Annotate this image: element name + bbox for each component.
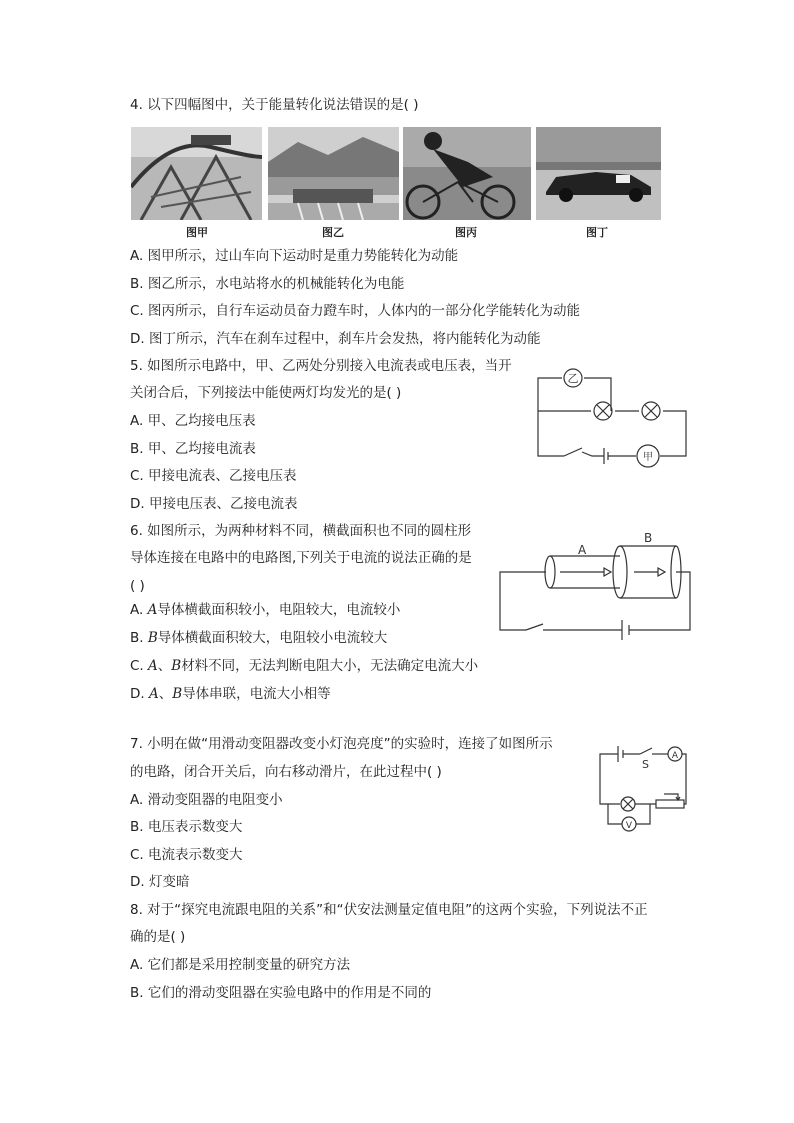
- q7-option-d[interactable]: D. 灯变暗: [130, 874, 190, 890]
- q5-switch-blade: [564, 448, 582, 456]
- q6-option-d[interactable]: D. A、B导体串联，电流大小相等: [130, 686, 331, 702]
- q5-option-a[interactable]: A. 甲、乙均接电压表: [130, 413, 256, 429]
- q8-option-b[interactable]: B. 它们的滑动变阻器在实验电路中的作用是不同的: [130, 985, 432, 1001]
- q5-option-c[interactable]: C. 甲接电流表、乙接电压表: [130, 468, 297, 484]
- q6-stem-line1: 6. 如图所示，为两种材料不同，横截面积也不同的圆柱形: [130, 523, 472, 539]
- q5-meter-jia-label: 甲: [643, 452, 653, 463]
- caption-bing: 图丙: [455, 226, 477, 239]
- q6-stem-line3: ( ): [130, 578, 145, 594]
- q6-option-b[interactable]: B. B导体横截面积较大，电阻较小电流较大: [130, 630, 388, 646]
- caption-jia: 图甲: [186, 226, 208, 239]
- q5-wires: [538, 378, 686, 464]
- q7-lamp-icon: [621, 797, 635, 811]
- q7-stem-line2: 的电路，闭合开关后，向右移动滑片，在此过程中( ): [130, 764, 442, 780]
- hydro-dam-photo: [268, 127, 399, 220]
- var-a: A: [147, 602, 158, 618]
- q6-label-b: B: [644, 531, 653, 545]
- var-b: B: [172, 686, 183, 702]
- q5-lamp-left-icon: [594, 402, 612, 420]
- q6-option-c[interactable]: C. A、B材料不同，无法判断电阻大小，无法确定电流大小: [130, 658, 479, 674]
- q5-lamp-right-icon: [642, 402, 660, 420]
- q5-stem-line2: 关闭合后，下列接法中能使两灯均发光的是( ): [130, 385, 402, 401]
- var-b: B: [147, 630, 158, 646]
- q7-voltmeter-label: V: [625, 821, 633, 831]
- q4-option-c[interactable]: C. 图丙所示，自行车运动员奋力蹬车时，人体内的一部分化学能转化为动能: [130, 303, 581, 319]
- q5-option-b[interactable]: B. 甲、乙均接电流表: [130, 441, 256, 457]
- q6-conductor-b-icon: [613, 546, 681, 598]
- race-car-photo: [536, 127, 661, 220]
- q6-label-a: A: [578, 543, 587, 557]
- var-a: A: [148, 658, 158, 674]
- q8-stem-line1: 8. 对于“探究电流跟电阻的关系”和“伏安法测量定值电阻”的这两个实验，下列说法不正: [130, 902, 648, 918]
- q4-option-a[interactable]: A. 图甲所示，过山车向下运动时是重力势能转化为动能: [130, 248, 459, 264]
- q7-option-a[interactable]: A. 滑动变阻器的电阻变小: [130, 792, 283, 808]
- q5-meter-yi-label: 乙: [567, 372, 579, 385]
- q4-option-b[interactable]: B. 图乙所示，水电站将水的机械能转化为电能: [130, 276, 405, 292]
- q7-wire-top-left: [600, 754, 620, 804]
- q5-stem-line1: 5. 如图所示电路中，甲、乙两处分别接入电流表或电压表，当开: [130, 358, 512, 374]
- q6-stem-line2: 导体连接在电路中的电路图,下列关于电流的说法正确的是: [130, 550, 472, 566]
- q8-option-a[interactable]: A. 它们都是采用控制变量的研究方法: [130, 957, 351, 973]
- q5-option-d[interactable]: D. 甲接电压表、乙接电流表: [130, 496, 298, 512]
- roller-coaster-photo: [131, 127, 262, 220]
- var-b: B: [171, 658, 182, 674]
- cyclist-photo: [403, 127, 531, 220]
- q4-stem: 4. 以下四幅图中，关于能量转化说法错误的是( ): [130, 97, 419, 113]
- q5-circuit-diagram: [536, 366, 688, 468]
- q7-option-c[interactable]: C. 电流表示数变大: [130, 847, 243, 863]
- q4-option-d[interactable]: D. 图丁所示，汽车在刹车过程中，刹车片会发热，将内能转化为动能: [130, 331, 541, 347]
- q6-wire-left: [500, 572, 546, 630]
- q7-stem-line1: 7. 小明在做“用滑动变阻器改变小灯泡亮度”的实验时，连接了如图所示: [130, 736, 553, 752]
- q7-ammeter-label: A: [671, 751, 679, 761]
- q7-option-b[interactable]: B. 电压表示数变大: [130, 819, 243, 835]
- caption-yi: 图乙: [322, 226, 344, 239]
- q6-conductor-a-icon: [545, 556, 620, 588]
- q6-circuit-diagram: [498, 532, 692, 640]
- q7-circuit-diagram: [598, 740, 692, 834]
- q6-switch-blade: [526, 624, 543, 630]
- q6-option-a[interactable]: A. A导体横截面积较小，电阻较大，电流较小: [130, 602, 401, 618]
- q8-stem-line2: 确的是( ): [130, 929, 186, 945]
- q7-rheostat-icon: [656, 800, 684, 808]
- caption-ding: 图丁: [586, 226, 608, 239]
- q7-switch-blade: [640, 748, 652, 754]
- q7-switch-label: S: [642, 758, 649, 771]
- var-a: A: [148, 686, 159, 702]
